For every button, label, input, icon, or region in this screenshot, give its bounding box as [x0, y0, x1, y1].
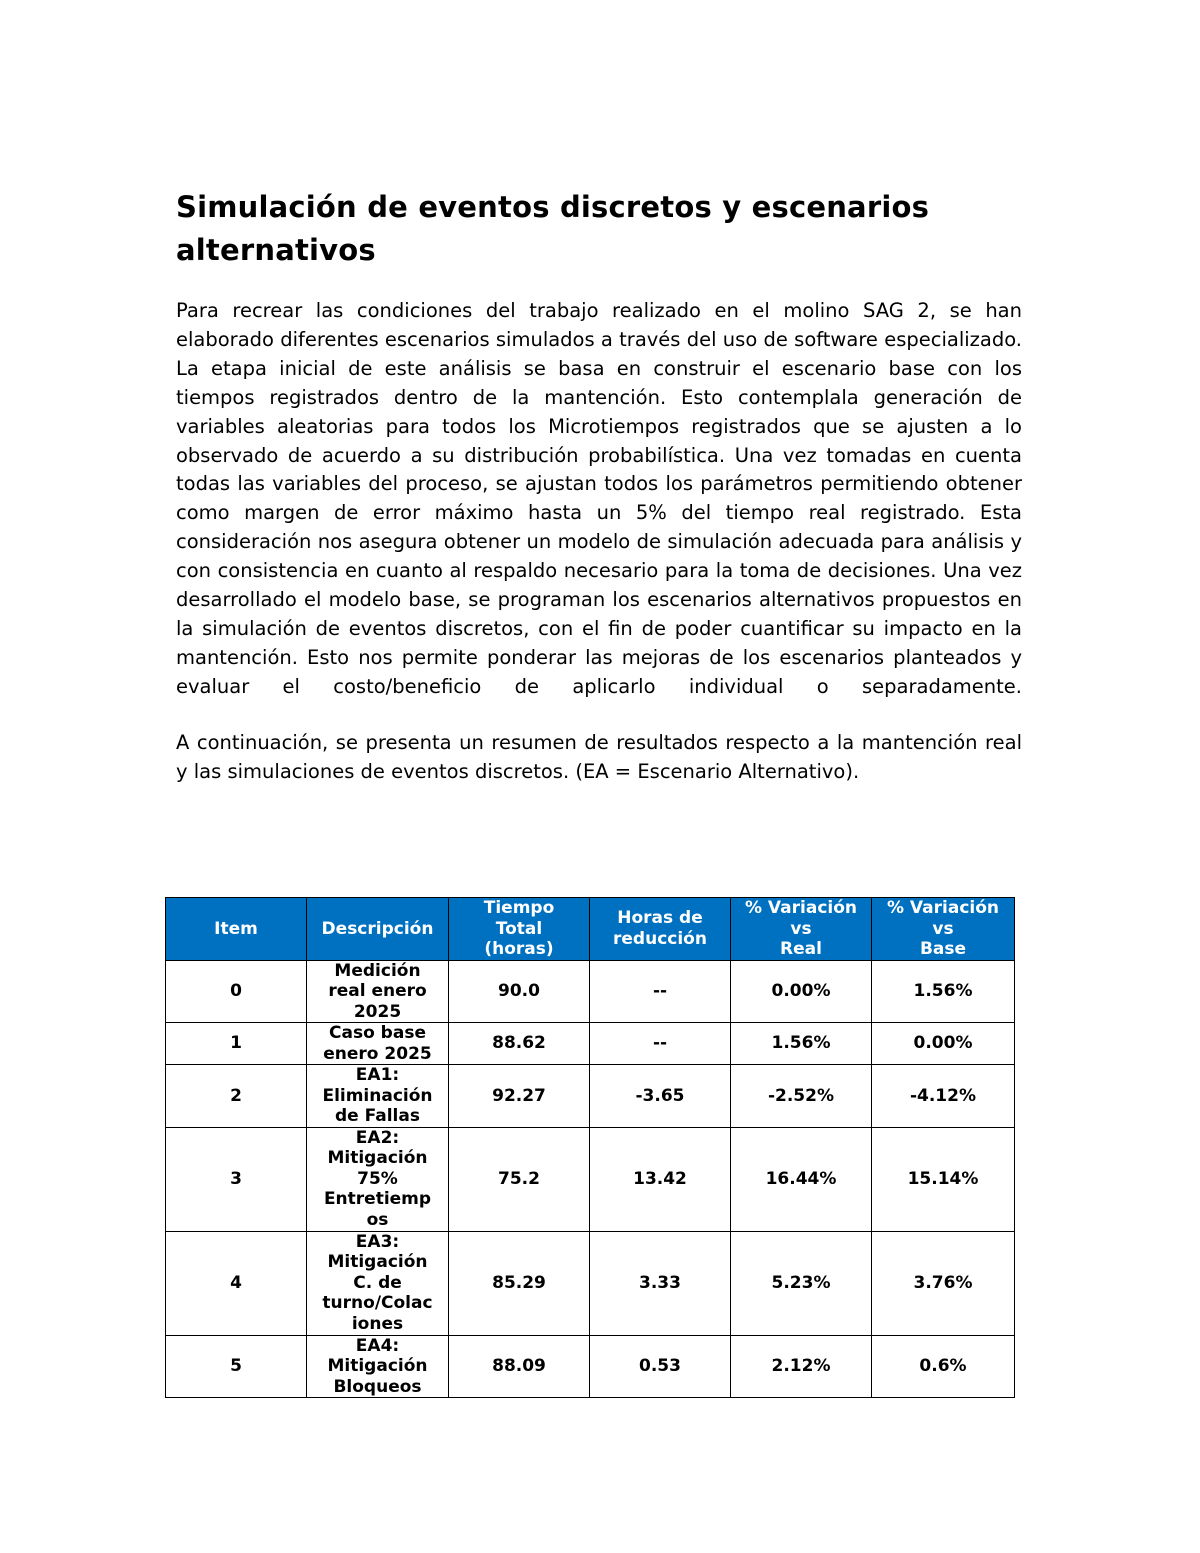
cell-variacion-base: 3.76%	[872, 1231, 1015, 1335]
cell-variacion-real: 16.44%	[731, 1127, 872, 1231]
table-header-row	[166, 898, 1015, 961]
cell-tiempo-total: 85.29	[449, 1231, 590, 1335]
cell-descripcion: Caso base enero 2025	[307, 1023, 449, 1065]
cell-variacion-real: 0.00%	[731, 960, 872, 1023]
header-variacion-real: % Variación vs Real	[731, 898, 872, 961]
page-title: Simulación de eventos discretos y escenarios alternativos	[176, 190, 930, 267]
table-row	[166, 1023, 1015, 1065]
cell-variacion-base: -4.12%	[872, 1065, 1015, 1128]
cell-horas-reduccion: 0.53	[590, 1335, 731, 1398]
cell-descripcion: EA4: Mitigación Bloqueos	[307, 1335, 449, 1398]
header-variacion-base: % Variación vs Base	[872, 898, 1015, 961]
table-row	[166, 1127, 1015, 1231]
cell-tiempo-total: 88.09	[449, 1335, 590, 1398]
header-horas-reduccion: Horas de reducción	[590, 898, 731, 961]
cell-horas-reduccion: 13.42	[590, 1127, 731, 1231]
cell-variacion-base: 0.00%	[872, 1023, 1015, 1065]
cell-item: 3	[166, 1127, 307, 1231]
cell-horas-reduccion: --	[590, 1023, 731, 1065]
cell-variacion-base: 0.6%	[872, 1335, 1015, 1398]
cell-descripcion: EA3: Mitigación C. de turno/Colac iones	[307, 1231, 449, 1335]
table-row	[166, 1335, 1015, 1398]
body-paragraph: Para recrear las condiciones del trabajo realizado en el molino SAG 2, se han elaborado diferentes escenarios simulados a través del uso de software especializado. La etapa inicial de este análisis se basa en construir el escenario base con los tiempos registrados dentro de la mantención. Esto contemplala generación de variables aleatorias para todos los Microtiempos registrados que se ajusten a lo observado de acuerdo a su distribución probabilística. Una vez tomadas en cuenta todas las variables del proceso, se ajustan todos los parámetros permitiendo obtener como margen de error máximo hasta un 5% del tiempo real registrado. Esta consideración nos asegura obtener un modelo de simulación adecuada para análisis y con consistencia en cuanto al respaldo necesario para la toma de decisiones. Una vez desarrollado el modelo base, se programan los escenarios alternativos propuestos en la simulación de eventos discretos, con el fin de poder cuantificar su impacto en la mantención. Esto nos permite ponderar las mejoras de los escenarios planteados y evaluar el costo/beneficio de aplicarlo individual o separadamente.	[176, 299, 1022, 698]
document-body	[176, 186, 1022, 787]
cell-variacion-real: 1.56%	[731, 1023, 872, 1065]
cell-variacion-base: 1.56%	[872, 960, 1015, 1023]
cell-tiempo-total: 88.62	[449, 1023, 590, 1065]
table-row	[166, 1231, 1015, 1335]
cell-descripcion: Medición real enero 2025	[307, 960, 449, 1023]
cell-item: 1	[166, 1023, 307, 1065]
table-row	[166, 960, 1015, 1023]
cell-horas-reduccion: 3.33	[590, 1231, 731, 1335]
table-row	[166, 1065, 1015, 1128]
cell-item: 4	[166, 1231, 307, 1335]
cell-descripcion: EA1: Eliminación de Fallas	[307, 1065, 449, 1128]
cell-item: 5	[166, 1335, 307, 1398]
cell-horas-reduccion: --	[590, 960, 731, 1023]
cell-variacion-base: 15.14%	[872, 1127, 1015, 1231]
cell-descripcion: EA2: Mitigación 75% Entretiemp os	[307, 1127, 449, 1231]
cell-tiempo-total: 75.2	[449, 1127, 590, 1231]
cell-variacion-real: -2.52%	[731, 1065, 872, 1128]
cell-variacion-real: 5.23%	[731, 1231, 872, 1335]
cell-item: 0	[166, 960, 307, 1023]
body-paragraph: A continuación, se presenta un resumen de resultados respecto a la mantención real y las simulaciones de eventos discretos. (EA = Escenario Alternativo).	[176, 730, 1022, 783]
header-descripcion: Descripción	[307, 898, 449, 961]
cell-variacion-real: 2.12%	[731, 1335, 872, 1398]
cell-horas-reduccion: -3.65	[590, 1065, 731, 1128]
header-item: Item	[166, 898, 307, 961]
cell-tiempo-total: 92.27	[449, 1065, 590, 1128]
cell-item: 2	[166, 1065, 307, 1128]
header-tiempo-total: Tiempo Total (horas)	[449, 898, 590, 961]
cell-tiempo-total: 90.0	[449, 960, 590, 1023]
results-table	[165, 897, 1015, 1398]
